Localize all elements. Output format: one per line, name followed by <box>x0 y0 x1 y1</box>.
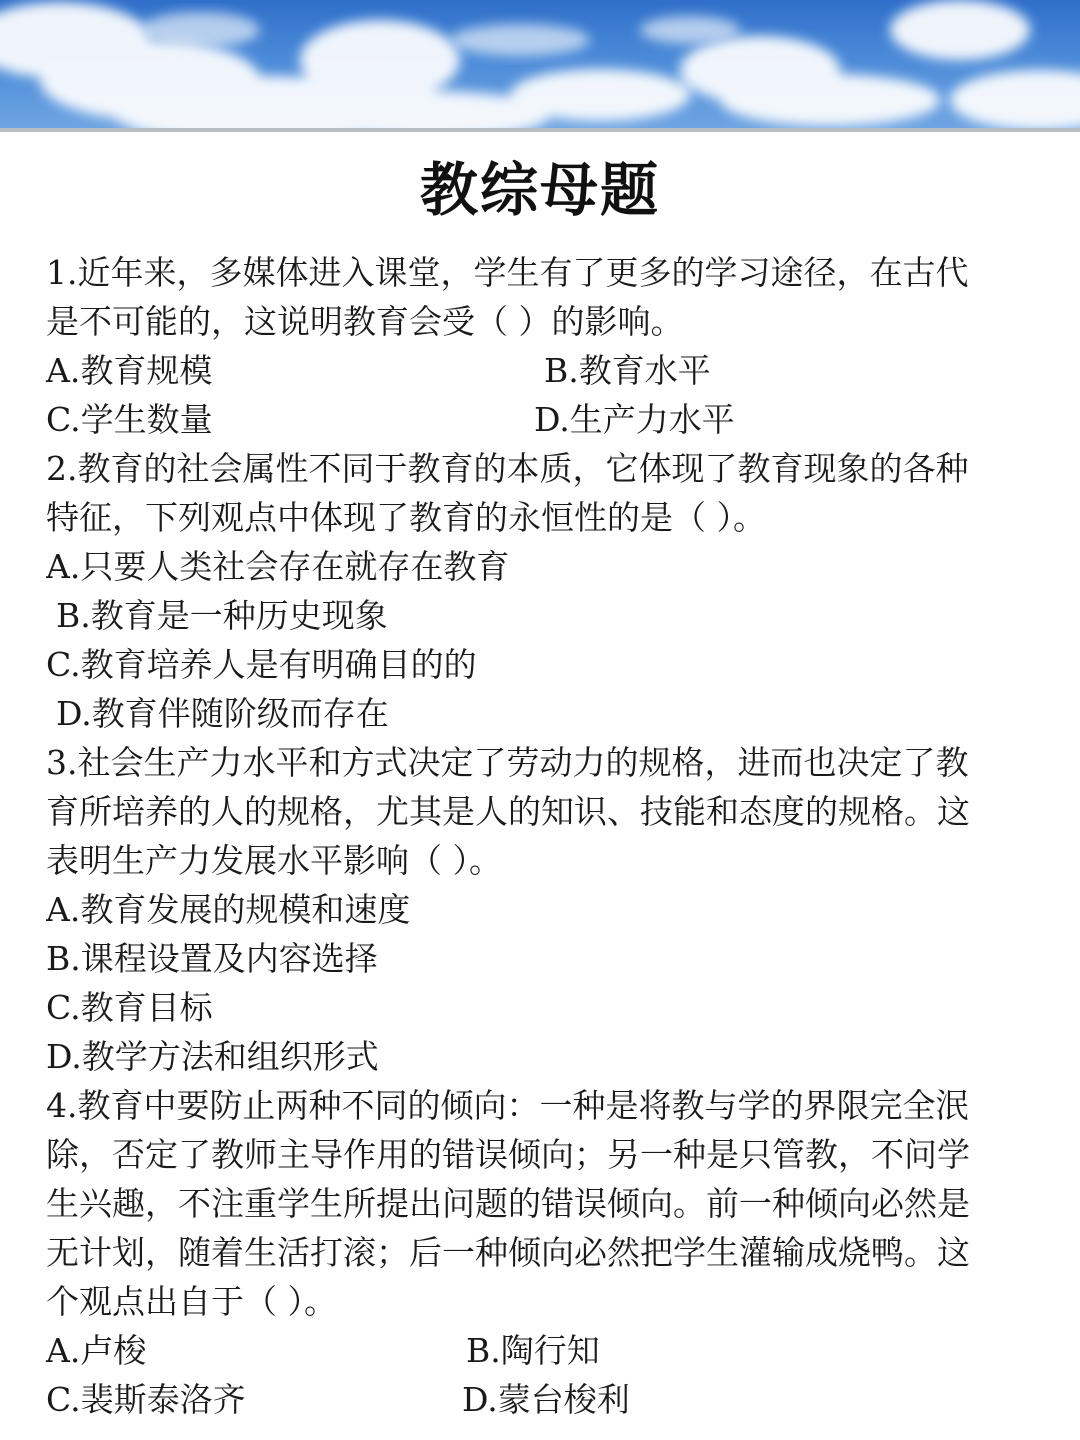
question-2-option-d: D.教育伴随阶级而存在 <box>56 694 389 733</box>
question-2-option-a: A.只要人类社会存在就存在教育 <box>46 547 510 586</box>
question-3-option-d: D.教学方法和组织形式 <box>46 1037 379 1076</box>
question-2-stem-line: 特征，下列观点中体现了教育的永恒性的是（ ）。 <box>46 498 766 537</box>
question-4-option-c: C.裴斯泰洛齐 <box>46 1380 246 1419</box>
question-2-stem-line: 2.教育的社会属性不同于教育的本质，它体现了教育现象的各种 <box>46 449 969 488</box>
question-3-stem-line: 育所培养的人的规格，尤其是人的知识、技能和态度的规格。这 <box>46 792 970 831</box>
question-4-option-a: A.卢梭 <box>46 1331 147 1370</box>
question-1-option-d: D.生产力水平 <box>534 400 735 439</box>
question-1-options-row <box>46 346 1026 395</box>
question-4 <box>46 1081 1026 1424</box>
question-3-option-a: A.教育发展的规模和速度 <box>46 890 411 929</box>
question-1 <box>46 248 1026 444</box>
question-4-options-row <box>46 1375 1026 1424</box>
sky-banner-image <box>0 0 1080 132</box>
question-4-option-b: B.陶行知 <box>466 1331 600 1370</box>
question-3-option-b: B.课程设置及内容选择 <box>46 939 378 978</box>
question-3 <box>46 738 1026 1081</box>
question-list <box>46 248 1026 1424</box>
question-2-option-b: B.教育是一种历史现象 <box>56 596 388 635</box>
question-4-stem-line: 无计划，随着生活打滚；后一种倾向必然把学生灌输成烧鸭。这 <box>46 1233 970 1272</box>
question-4-stem-line: 个观点出自于（ ）。 <box>46 1282 337 1321</box>
question-4-stem-line: 除，否定了教师主导作用的错误倾向；另一种是只管教，不问学 <box>46 1135 970 1174</box>
question-1-stem-line: 1.近年来，多媒体进入课堂，学生有了更多的学习途径，在古代 <box>46 253 969 292</box>
question-3-stem-line: 3.社会生产力水平和方式决定了劳动力的规格，进而也决定了教 <box>46 743 969 782</box>
question-1-option-c: C.学生数量 <box>46 400 213 439</box>
question-1-option-a: A.教育规模 <box>46 351 213 390</box>
question-4-stem-line: 生兴趣，不注重学生所提出问题的错误倾向。前一种倾向必然是 <box>46 1184 970 1223</box>
question-4-options-row <box>46 1326 1026 1375</box>
question-1-option-b: B.教育水平 <box>544 351 711 390</box>
cloud-illustration <box>0 0 1080 128</box>
question-3-option-c: C.教育目标 <box>46 988 213 1027</box>
question-2 <box>46 444 1026 738</box>
question-1-stem-line: 是不可能的，这说明教育会受（ ）的影响。 <box>46 302 684 341</box>
question-4-option-d: D.蒙台梭利 <box>462 1380 630 1419</box>
question-1-options-row <box>46 395 1026 444</box>
page-title: 教综母题 <box>419 156 660 224</box>
question-2-option-c: C.教育培养人是有明确目的的 <box>46 645 477 684</box>
question-3-stem-line: 表明生产力发展水平影响（ ）。 <box>46 841 502 880</box>
question-4-stem-line: 4.教育中要防止两种不同的倾向：一种是将教与学的界限完全泯 <box>46 1086 969 1125</box>
